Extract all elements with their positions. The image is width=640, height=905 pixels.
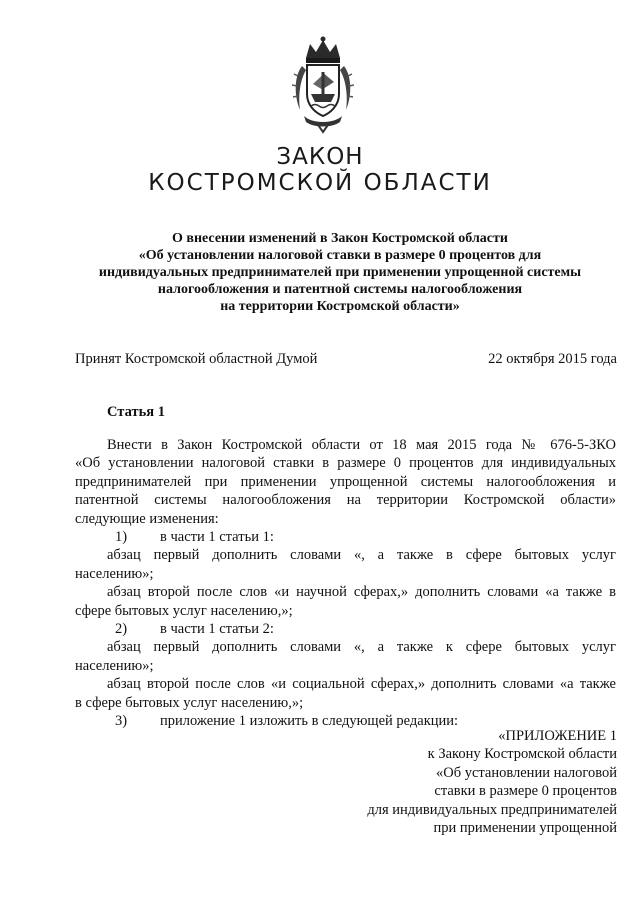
body-line: патентной системы налогообложения на территории Костромской области» — [75, 492, 616, 509]
appendix-line: при применении упрощенной — [433, 820, 617, 837]
appendix-line: ставки в размере 0 процентов — [434, 783, 617, 800]
body-line: «Об установлении налоговой ставки в размере 0 процентов для индивидуальных — [75, 455, 616, 472]
appendix-line: к Закону Костромской области — [427, 746, 617, 763]
appendix-line: для индивидуальных предпринимателей — [367, 801, 617, 818]
appendix-line: «ПРИЛОЖЕНИЕ 1 — [498, 728, 617, 744]
body-line: абзац второй после слов «и социальной сферах,» дополнить словами «а также — [107, 676, 616, 693]
subject-line: на территории Костромской области» — [220, 299, 460, 314]
document-title-law: ЗАКОН — [276, 144, 364, 170]
list-item — [75, 528, 616, 546]
kostroma-coat-of-arms-icon — [292, 36, 354, 134]
body-line: в сфере бытовых услуг населению,»; — [75, 694, 304, 711]
document-title-region: КОСТРОМСКОЙ ОБЛАСТИ — [148, 170, 492, 196]
list-item-text: в части 1 статьи 2: — [160, 621, 274, 638]
subject-line: «Об установлении налоговой ставки в размере 0 процентов для — [138, 248, 542, 263]
appendix-line: «Об установлении налоговой — [435, 764, 617, 781]
body-line: предпринимателей при применении упрощенной системы налогообложения и — [75, 473, 616, 490]
law-subject-heading — [70, 230, 610, 315]
body-line: населению»; — [75, 657, 154, 674]
subject-line: индивидуальных предпринимателей при применении упрощенной системы — [98, 265, 582, 280]
adopted-by-text: Принят Костромской областной Думой — [75, 351, 318, 367]
list-item-number: 3) — [115, 713, 128, 730]
adoption-date: 22 октября 2015 года — [488, 351, 617, 367]
body-line: абзац первый дополнить словами «, а также в сфере бытовых услуг — [107, 547, 616, 564]
body-line: населению»; — [75, 565, 154, 582]
subject-line: О внесении изменений в Закон Костромской области — [172, 231, 508, 246]
body-line: следующие изменения: — [75, 510, 219, 527]
body-line: абзац второй после слов «и научной сферах,» дополнить словами «а также в — [107, 584, 616, 601]
subject-line: налогообложения и патентной системы налогообложения — [157, 282, 523, 297]
list-item-number: 2) — [115, 621, 128, 638]
body-line: сфере бытовых услуг населению,»; — [75, 602, 293, 619]
body-line: абзац первый дополнить словами «, а также к сфере бытовых услуг — [107, 639, 616, 656]
list-item — [75, 620, 616, 638]
appendix-header — [317, 727, 617, 837]
list-item-text: в части 1 статьи 1: — [160, 529, 274, 546]
list-item-number: 1) — [115, 529, 128, 546]
list-item-text: приложение 1 изложить в следующей редакции: — [160, 713, 459, 730]
article-body — [75, 436, 616, 731]
body-line: Внести в Закон Костромской области от 18 мая 2015 года № 676-5-ЗКО — [107, 437, 616, 453]
article-heading: Статья 1 — [107, 404, 165, 420]
